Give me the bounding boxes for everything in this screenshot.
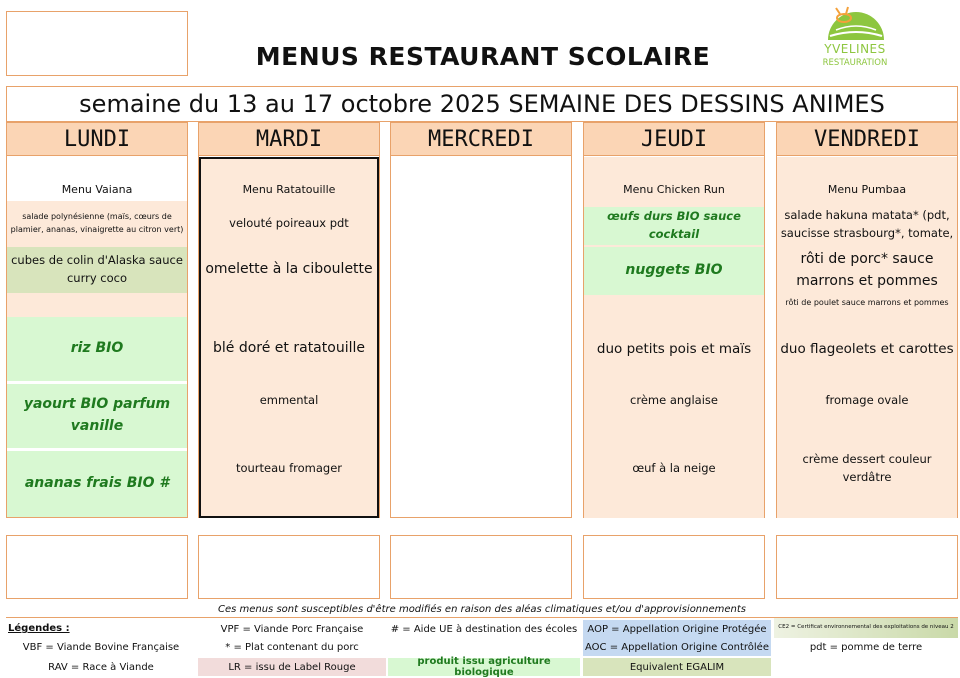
day-column-lundi: [6, 122, 188, 518]
starter: salade polynésienne (maïs, cœurs de plamier, ananas, vinaigrette au citron vert): [7, 201, 187, 247]
week-title: semaine du 13 au 17 octobre 2025 SEMAINE DES DESSINS ANIMES: [6, 86, 958, 122]
dairy: fromage ovale: [825, 393, 909, 407]
page-title: MENUS RESTAURANT SCOLAIRE: [255, 41, 711, 71]
dairy: crème anglaise: [630, 393, 718, 407]
legend-lr: LR = issu de Label Rouge: [198, 658, 386, 676]
legend-bio: produit issu agriculture biologique: [388, 658, 580, 676]
day-header: JEUDI: [584, 123, 764, 156]
legend-aoc: AOC = Appellation Origine Contrôlée: [583, 638, 771, 656]
bottom-box: [583, 535, 765, 599]
bottom-box: [198, 535, 380, 599]
menu-title: Menu Ratatouille: [242, 183, 336, 197]
legend-vpf: VPF = Viande Porc Française: [220, 623, 364, 635]
legend-title: Légendes :: [8, 623, 70, 634]
menu-title: Menu Vaiana: [61, 183, 133, 197]
legend-egalim: Equivalent EGALIM: [583, 658, 771, 676]
dessert: œuf à la neige: [632, 461, 716, 476]
dessert: crème dessert couleur verdâtre: [802, 452, 932, 484]
disclaimer-note: Ces menus sont susceptibles d'être modifiés en raison des aléas climatiques et/ou d'approvisionnements: [217, 603, 747, 615]
legend-ce2: CE2 = Certificat environnemental des exploitations de niveau 2: [774, 618, 958, 638]
dairy: emmental: [259, 393, 319, 407]
legend-rav: RAV = Race à Viande: [48, 661, 154, 673]
day-header: LUNDI: [7, 123, 187, 156]
side-dish: riz BIO: [7, 317, 187, 381]
legend-porc: * = Plat contenant du porc: [225, 641, 359, 653]
legend-pdt: pdt = pomme de terre: [809, 641, 923, 653]
main-dish-alternative: rôti de poulet sauce marrons et pommes: [785, 297, 949, 307]
yvelines-logo: [810, 6, 900, 76]
dessert: ananas frais BIO #: [7, 451, 187, 517]
day-column-vendredi: [776, 122, 958, 518]
bottom-box: [6, 535, 188, 599]
legend: [6, 617, 958, 678]
legend-aop: AOP = Appellation Origine Protégée: [583, 620, 771, 638]
menu-title: Menu Chicken Run: [623, 183, 725, 197]
dairy: yaourt BIO parfum vanille: [7, 384, 187, 448]
day-header: VENDREDI: [777, 123, 957, 156]
main-dish: rôti de porc* sauce marrons et pommes: [796, 251, 938, 289]
logo-line2: RESTAURATION: [822, 58, 888, 68]
dessert: tourteau fromager: [235, 461, 343, 476]
day-header: MARDI: [199, 123, 379, 156]
starter: œufs durs BIO sauce cocktail: [584, 207, 764, 245]
main-dish: omelette à la ciboulette: [205, 261, 373, 278]
main-dish: nuggets BIO: [584, 247, 764, 295]
logo-line1: YVELINES: [824, 42, 886, 56]
starter: salade hakuna matata* (pdt, saucisse strasbourg*, tomate,: [780, 208, 954, 240]
day-header: MERCREDI: [391, 123, 571, 156]
empty-cell: [7, 293, 187, 317]
legend-aide: # = Aide UE à destination des écoles: [390, 623, 578, 635]
legend-vbf: VBF = Viande Bovine Française: [22, 641, 180, 653]
menu-title: Menu Pumbaa: [827, 183, 907, 197]
main-dish: cubes de colin d'Alaska sauce curry coco: [7, 247, 187, 293]
bottom-box: [390, 535, 572, 599]
side-dish: duo flageolets et carottes: [780, 340, 954, 357]
side-dish: blé doré et ratatouille: [213, 340, 365, 357]
bottom-box: [776, 535, 958, 599]
day-column-jeudi: [583, 122, 765, 518]
starter: velouté poireaux pdt: [229, 216, 349, 231]
side-dish: duo petits pois et maïs: [596, 340, 752, 357]
header-left-box: [6, 11, 188, 76]
day-column-mercredi: [390, 122, 572, 518]
day-column-mardi: [198, 122, 380, 518]
